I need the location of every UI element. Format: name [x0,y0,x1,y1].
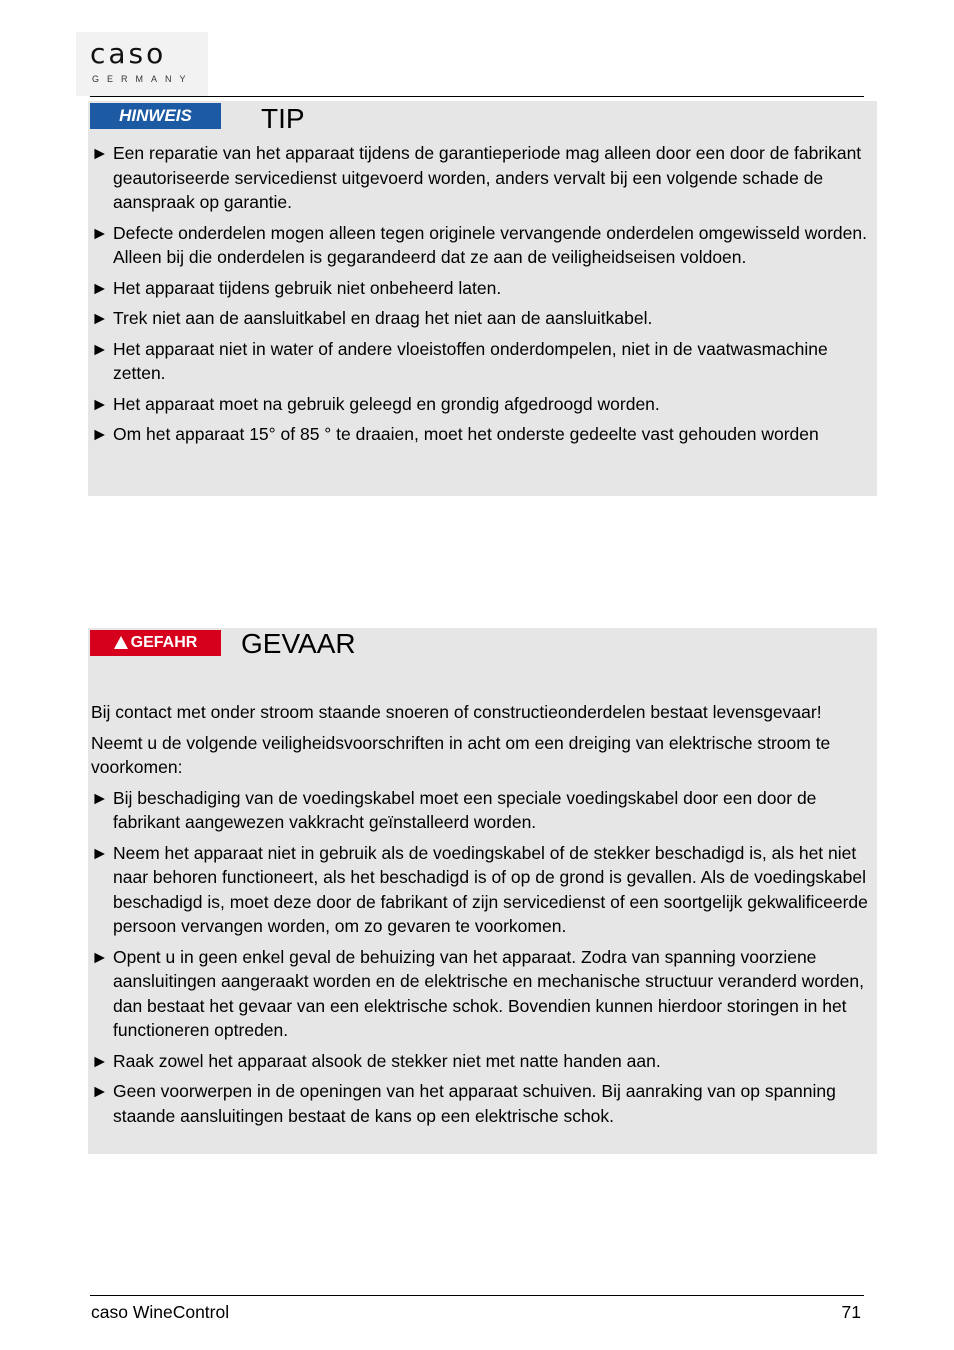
list-item: ► Het apparaat moet na gebruik geleegd en grondig afgedroogd worden. [91,392,873,417]
bullet-arrow-icon: ► [91,308,109,328]
bullet-arrow-icon: ► [91,143,109,163]
bullet-arrow-icon: ► [91,393,109,414]
tip-content [91,141,873,453]
list-item: ► Bij beschadiging van de voedingskabel moet een speciale voedingskabel door een door de fabrikant aangewezen vakkracht geïnstalleerd worden. [91,787,817,832]
hinweis-badge-label: HINWEIS [119,106,192,125]
list-item: ► Het apparaat tijdens gebruik niet onbeheerd laten. [91,276,873,301]
logo-subtitle: GERMANY [92,74,194,84]
bullet-arrow-icon: ► [91,787,109,808]
bullet-arrow-icon: ► [91,1081,109,1101]
list-item: ► Geen voorwerpen in de openingen van het apparaat schuiven. Bij aanraking van op spanning staande aansluitingen bestaat de kans op een elektrische schok. [91,1081,836,1126]
list-item: ► Om het apparaat 15° of 85 ° te draaien, moet het onderste gedeelte vast gehouden worden [91,422,873,447]
tip-title: TIP [261,103,305,134]
bullet-arrow-icon: ► [91,946,109,967]
list-item: ► Het apparaat niet in water of andere vloeistoffen onderdompelen, niet in de vaatwasmachine zetten. [91,338,828,383]
warning-triangle-icon [114,636,128,649]
danger-intro-paragraph: Bij contact met onder stroom staande snoeren of constructieonderdelen bestaat levensgevaar! [91,702,822,722]
danger-list [91,786,873,1129]
bullet-arrow-icon: ► [91,222,109,243]
gefahr-badge [90,630,221,656]
gefahr-badge-label: GEFAHR [130,634,198,651]
footer-rule [90,1295,864,1296]
caso-logo [76,32,208,96]
danger-box [88,628,877,1154]
bullet-arrow-icon: ► [91,338,109,359]
hinweis-badge [90,103,221,129]
danger-intro-paragraph: Neemt u de volgende veiligheidsvoorschriften in acht om een dreiging van elektrische stroom te voorkomen: [91,732,831,777]
page-number: 71 [841,1302,861,1322]
list-item: ► Opent u in geen enkel geval de behuizing van het apparaat. Zodra van spanning voorziene aansluitingen aangeraakt worden en de elektrische en mechanische structuur veranderd worden, dan bestaat het gevaar van een elektrische schok. Bovendien kunnen hierdoor storingen in het functioneren optreden. [91,946,865,1040]
bullet-arrow-icon: ► [91,842,109,863]
header-rule [90,96,864,97]
logo-wordmark: caso [90,37,167,70]
danger-content [91,700,873,1134]
tip-list [91,141,873,447]
tip-box [88,101,877,496]
list-item: ► Raak zowel het apparaat alsook de stekker niet met natte handen aan. [91,1049,873,1074]
bullet-arrow-icon: ► [91,1050,109,1071]
danger-title: GEVAAR [241,628,356,659]
list-item: ► Neem het apparaat niet in gebruik als de voedingskabel of de stekker beschadigd is, als het niet naar behoren functioneert, als het beschadigd is of op de grond is gevallen. Als de voedingskabel beschadigd is, moet deze door de fabrikant of zijn servicedienst of een soortgelijk gekwalificeerde persoon vervangen worden, om zo gevaren te voorkomen. [91,842,868,936]
bullet-arrow-icon: ► [91,277,109,298]
list-item: ► Trek niet aan de aansluitkabel en draag het niet aan de aansluitkabel. [91,306,873,331]
footer-product-name: caso WineControl [91,1302,230,1322]
list-item: ► Defecte onderdelen mogen alleen tegen originele vervangende onderdelen omgewisseld worden. Alleen bij die onderdelen is gegarandeerd dat ze aan de veiligheidseisen voldoen. [91,222,867,267]
bullet-arrow-icon: ► [91,424,109,444]
list-item: ► Een reparatie van het apparaat tijdens de garantieperiode mag alleen door een door de fabrikant geautoriseerde servicedienst uitgevoerd worden, anders vervalt bij een volgende schade de aanspraak op garantie. [91,143,862,212]
